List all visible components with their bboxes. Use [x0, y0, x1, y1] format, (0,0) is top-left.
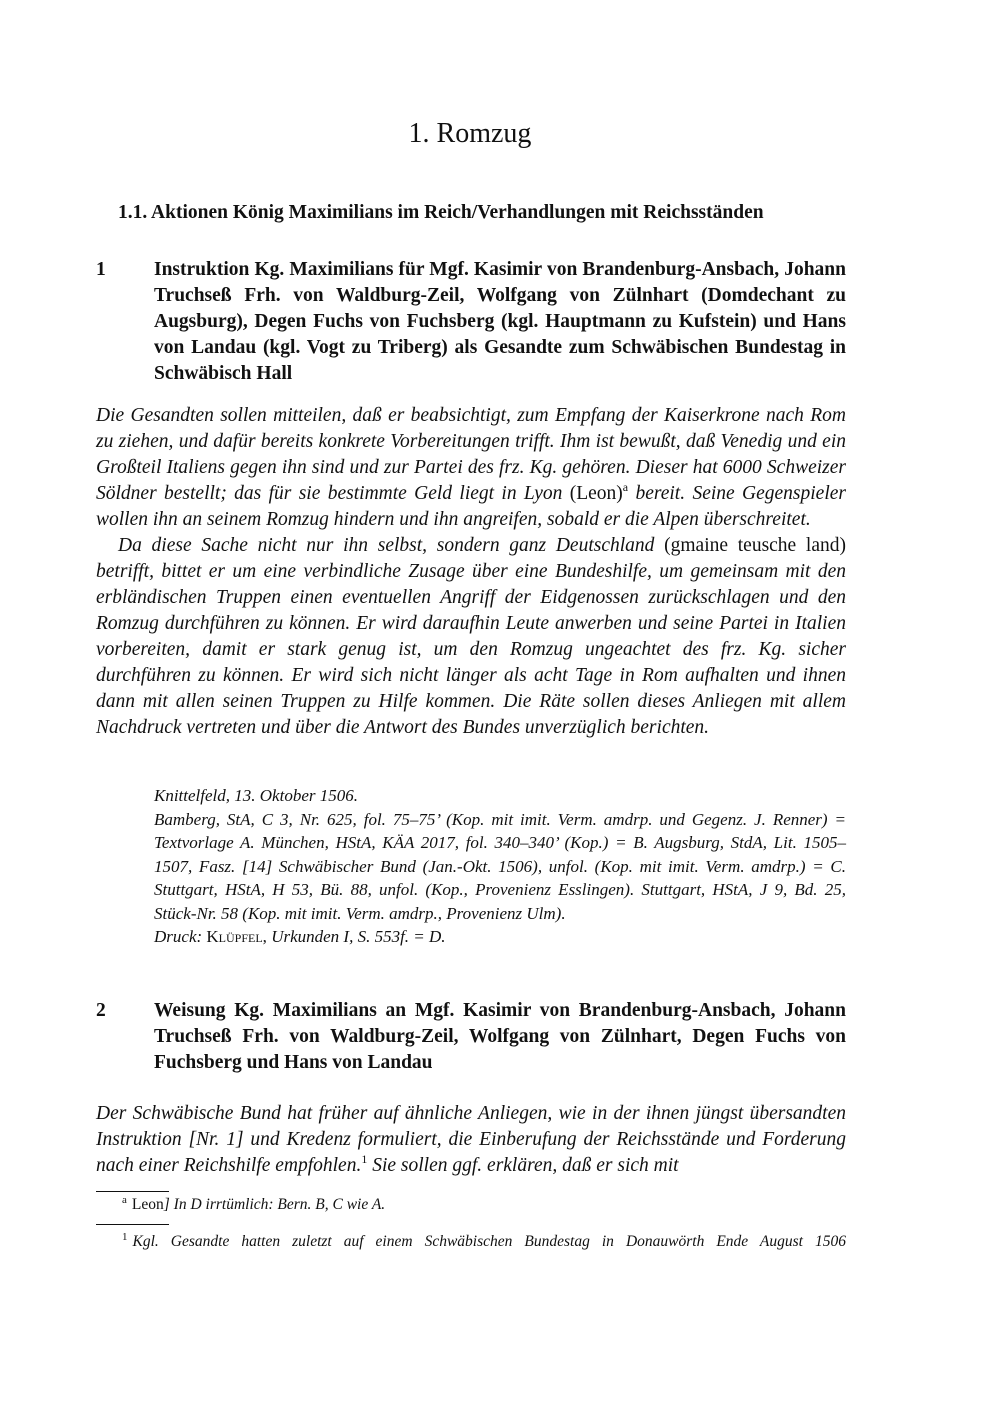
- explanatory-footnote: [122, 1232, 846, 1252]
- source-apparatus: [154, 784, 846, 949]
- footnote-mark: a: [122, 1193, 127, 1206]
- archive-references: Bamberg, StA, C 3, Nr. 625, fol. 75–75’ (Kop. mit imit. Verm. amdrp. und Gegenz. J. Renner) = Textvorlage A. München, HStA, KÄA 2017, fol. 340–340’ (Kop.) = B. Augsburg, StdA, Lit. 1505–1507, Fasz. [14] Schwäbischer Bund (Jan.-Okt. 1506), unfol. (Kop. mit imit. Verm. amdrp.) = C. Stuttgart, HStA, H 53, Bü. 88, unfol. (Kop., Provenienz Esslingen). Stuttgart, HStA, J 9, Bd. 25, Stück-Nr. 58 (Kop. mit imit. Verm. amdrp., Provenienz Ulm).: [154, 809, 846, 923]
- footnote-rule: [96, 1224, 169, 1225]
- regest-text: Sie sollen ggf. erklären, daß er sich mit: [372, 1155, 679, 1176]
- print-author: Klüpfel,: [206, 927, 267, 946]
- quoted-term: (gmaine teusche land): [664, 535, 846, 556]
- regest-text: Der Schwäbische Bund hat früher auf ähnliche Anliegen, wie in der ihnen jüngst übersandten Instruktion [Nr. 1] und Kredenz formuliert, die Einberufung der Reichsstände und Forderung nach einer Reichshilfe empfohlen.: [96, 1103, 846, 1176]
- place-date: Knittelfeld, 13. Oktober 1506.: [154, 786, 358, 805]
- regest-paragraph: [96, 1101, 846, 1179]
- print-details: Urkunden I, S. 553f. = D.: [271, 927, 446, 946]
- textcritical-note-marker: a: [622, 479, 629, 494]
- print-reference: [154, 925, 846, 949]
- document-heading: Weisung Kg. Maximilians an Mgf. Kasimir von Brandenburg-Ansbach, Johann Truchseß Frh. von Waldburg-Zeil, Wolfgang von Zülnhart, Degen Fuchs von Fuchsberg und Hans von Landau: [154, 1000, 846, 1073]
- regest-text: bereit. Seine Gegenspieler wollen ihn an seinem Romzug hindern und ihn angreifen, sobald er die Alpen überschreitet.: [96, 483, 846, 530]
- footnote-lemma: Leon: [131, 1196, 164, 1213]
- footnote-text: ] In D irrtümlich: Bern. B, C wie A.: [163, 1196, 386, 1213]
- section-heading: 1.1. Aktionen König Maximilians im Reich/Verhandlungen mit Reichsständen: [118, 202, 764, 223]
- regest-text: Die Gesandten sollen mitteilen, daß er beabsichtigt, zum Empfang der Kaiserkrone nach Rom zu ziehen, und dafür bereits konkrete Vorbereitungen trifft. Ihm ist bewußt, daß Venedig und ein Großteil Italiens gegen ihn sind und zur Partei des frz. Kg. gehören. Dieser hat 6000 Schweizer Söldner bestellt; das für sie bestimmte Geld liegt in Lyon: [96, 405, 846, 504]
- textcritical-footnote: [122, 1195, 846, 1215]
- document-number: 1: [96, 259, 106, 280]
- footnote-marker: 1: [361, 1151, 368, 1166]
- regest-paragraph: [96, 403, 846, 533]
- document-regest: [96, 403, 846, 741]
- regest-paragraph: [96, 533, 846, 741]
- document-heading: Instruktion Kg. Maximilians für Mgf. Kasimir von Brandenburg-Ansbach, Johann Truchseß Frh. von Waldburg-Zeil, Wolfgang von Zülnhart (Domdechant zu Augsburg), Degen Fuchs von Fuchsberg (kgl. Hauptmann zu Kufstein) und Hans von Landau (kgl. Vogt zu Triberg) als Gesandte zum Schwäbischen Bundestag in Schwäbisch Hall: [154, 259, 846, 384]
- footnote-text: Kgl. Gesandte hatten zuletzt auf einem Schwäbischen Bundestag in Donauwörth Ende August 1506: [132, 1233, 846, 1250]
- footnote-mark: 1: [122, 1230, 128, 1243]
- document-number: 2: [96, 1000, 106, 1021]
- regest-text: betrifft, bittet er um eine verbindliche Zusage über eine Bundeshilfe, um gemeinsam mit den erbländischen Truppen einen eventuellen Angriff der Eidgenossen zurückschlagen und den Romzug durchführen zu können. Er wird daraufhin Leute anwerben und seine Partei in Italien vorbereiten, damit er stark genug ist, um den Romzug ungeachtet des frz. Kg. sicher durchführen zu können. Er wird sich nicht länger als acht Tage in Rom aufhalten und ihnen dann mit allen seinen Truppen zu Hilfe kommen. Die Räte sollen dieses Anliegen mit allem Nachdruck vertreten und über die Antwort des Bundes unverzüglich berichten.: [96, 561, 846, 738]
- quoted-term: (Leon): [569, 483, 623, 504]
- print-label: Druck:: [154, 927, 203, 946]
- chapter-title: 1. Romzug: [408, 118, 532, 149]
- footnote-rule: [96, 1191, 169, 1192]
- document-regest: [96, 1101, 846, 1179]
- regest-text: Da diese Sache nicht nur ihn selbst, sondern ganz Deutschland: [118, 535, 655, 556]
